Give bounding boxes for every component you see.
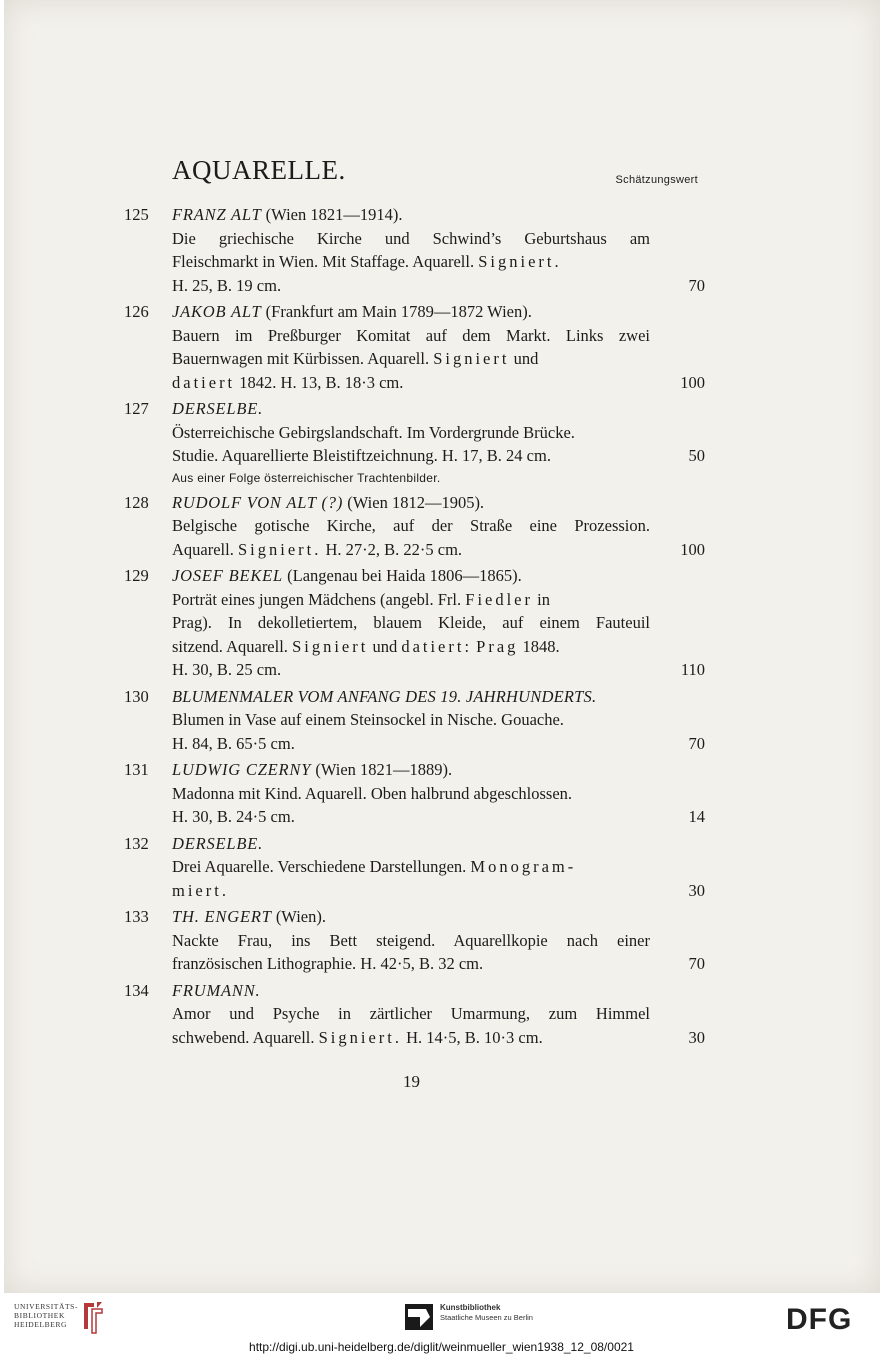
estimate-price: 70: [688, 275, 705, 295]
spaced-name: Fiedler: [465, 589, 534, 609]
entry-description: Blumen in Vase auf einem Steinsockel in Nische. Gouache.: [172, 710, 564, 729]
artist-life: (Wien).: [275, 907, 326, 926]
entry-dimensions: H. 25, B. 19 cm.: [172, 275, 282, 295]
catalog-entry: [4, 491, 883, 562]
conjunction: und: [513, 349, 539, 368]
catalog-entry: [4, 758, 883, 829]
signed-mark: Signiert.: [318, 1027, 402, 1047]
catalog-entry: [4, 685, 883, 756]
entry-description: Amor und Psyche in zärtlicher Umarmung, zum Himmel: [172, 1004, 650, 1023]
estimate-price: 100: [680, 372, 705, 392]
entry-dimensions: H. 27·2, B. 22·5 cm.: [325, 539, 463, 559]
entry-description: Österreichische Gebirgslandschaft. Im Vordergrunde Brücke.: [172, 422, 575, 442]
entry-dimensions: 1842. H. 13, B. 18·3 cm.: [239, 372, 404, 392]
entry-description: sitzend. Aquarell.: [172, 636, 288, 656]
catalog-entry: [4, 397, 883, 488]
monogram-mark: Monogram-: [470, 857, 577, 876]
entry-description: Die griechische Kirche und Schwind’s Geburtshaus am: [172, 228, 650, 248]
artist-name: RUDOLF VON ALT (?): [172, 492, 344, 512]
estimate-price: 70: [688, 954, 705, 973]
university-line: BIBLIOTHEK: [14, 1311, 65, 1320]
kb-subtitle: Staatliche Museen zu Berlin: [440, 1313, 533, 1322]
entry-dimensions: H. 14·5, B. 10·3 cm.: [406, 1027, 543, 1047]
signed-mark: Signiert.: [237, 539, 322, 559]
entry-number: 131: [124, 760, 149, 779]
university-library-label: [14, 1302, 78, 1329]
kunstbibliothek-logo-icon: [404, 1303, 434, 1331]
artist-life: (Wien 1812—1905).: [347, 492, 485, 512]
entry-dimensions: H. 84, B. 65·5 cm.: [172, 733, 295, 753]
entry-description: Aquarell.: [172, 539, 234, 559]
entry-description: Bauernwagen mit Kürbissen. Aquarell.: [172, 349, 430, 368]
catalog-entry: [4, 905, 883, 976]
entry-number: 133: [124, 907, 149, 926]
artist-name: FRUMANN.: [172, 980, 261, 1000]
artist-life: (Wien 1821—1914).: [265, 205, 403, 224]
entry-description: Nackte Frau, ins Bett steigend. Aquarellkopie nach einer: [172, 930, 650, 950]
entry-number: 130: [124, 686, 149, 706]
entry-note: Aus einer Folge österreichischer Trachtenbilder.: [172, 470, 441, 485]
artist-name: JOSEF BEKEL: [172, 566, 283, 585]
estimate-price: 100: [680, 539, 705, 559]
spaced-place: Prag: [476, 636, 519, 656]
catalog-entry: [4, 979, 883, 1050]
estimate-price: 70: [688, 733, 705, 753]
estimate-price: 30: [688, 880, 705, 900]
entry-dimensions: H. 30, B. 24·5 cm.: [172, 807, 295, 826]
artist-life: (Langenau bei Haida 1806—1865).: [287, 566, 522, 585]
entry-description: schwebend. Aquarell.: [172, 1027, 315, 1047]
entry-description: Madonna mit Kind. Aquarell. Oben halbrund abgeschlossen.: [172, 783, 573, 803]
entry-description: Bauern im Preßburger Komitat auf dem Markt. Links zwei: [172, 325, 650, 345]
artist-name: TH. ENGERT: [172, 907, 272, 926]
entry-description: französischen Lithographie. H. 42·5, B. 32 cm.: [172, 954, 484, 973]
artist-name: DERSELBE.: [172, 833, 264, 853]
entry-number: 127: [124, 399, 149, 418]
artist-name: DERSELBE.: [172, 399, 264, 418]
entry-year: 1848.: [522, 636, 560, 656]
estimate-price: 14: [688, 807, 705, 826]
catalog-entry: [4, 300, 883, 394]
page-title: AQUARELLE.: [172, 155, 346, 185]
artist-life: (Frankfurt am Main 1789—1872 Wien).: [265, 302, 532, 321]
entry-description: Studie. Aquarellierte Bleistiftzeichnung. H. 17, B. 24 cm.: [172, 446, 551, 465]
source-url[interactable]: http://digi.ub.uni-heidelberg.de/diglit/weinmueller_wien1938_12_08/0021: [249, 1340, 634, 1354]
dated-mark: datiert: [172, 372, 236, 392]
estimate-price: 50: [688, 446, 705, 465]
entry-number: 125: [124, 205, 149, 224]
entry-description: in: [537, 589, 550, 609]
artist-name: BLUMENMALER VOM ANFANG DES 19. JAHRHUNDERTS.: [172, 686, 597, 706]
entry-number: 128: [124, 492, 149, 512]
artist-name: LUDWIG CZERNY: [172, 760, 312, 779]
page-number: 19: [403, 1072, 420, 1091]
university-line: UNIVERSITÄTS-: [14, 1302, 79, 1311]
university-logo-icon: [80, 1299, 106, 1335]
artist-life: (Wien 1821—1889).: [315, 760, 453, 779]
kunstbibliothek-label: [440, 1303, 533, 1323]
signed-mark: Signiert.: [478, 252, 562, 271]
university-line: HEIDELBERG: [14, 1320, 68, 1329]
entry-dimensions: H. 30, B. 25 cm.: [172, 660, 282, 679]
entry-number: 126: [124, 302, 149, 321]
entry-number: 132: [124, 833, 149, 853]
entry-description: Prag). In dekolletiertem, blauem Kleide, auf einem Fauteuil: [172, 613, 650, 632]
entry-number: 134: [124, 980, 149, 1000]
conjunction: und: [372, 636, 398, 656]
scanned-page: [4, 0, 880, 1293]
catalog-entry: [4, 832, 883, 903]
dfg-logo: DFG: [786, 1303, 853, 1336]
artist-name: JAKOB ALT: [172, 302, 262, 321]
artist-name: FRANZ ALT: [172, 205, 262, 224]
catalog-entry: [4, 564, 883, 682]
signed-mark: Signiert: [292, 636, 369, 656]
catalog-entry: [4, 203, 883, 297]
signed-mark: Signiert: [433, 349, 510, 368]
entry-description: Porträt eines jungen Mädchens (angebl. Frl.: [172, 589, 462, 609]
entry-description: Drei Aquarelle. Verschiedene Darstellungen.: [172, 857, 467, 876]
estimate-price: 110: [680, 660, 705, 679]
entry-description: Belgische gotische Kirche, auf der Straße eine Prozession.: [172, 516, 650, 535]
monogram-mark: miert.: [172, 880, 229, 900]
entry-description: Fleischmarkt in Wien. Mit Staffage. Aquarell.: [172, 252, 475, 271]
entry-number: 129: [124, 566, 149, 585]
estimate-column-label: Schätzungswert: [615, 174, 698, 186]
kb-name: Kunstbibliothek: [440, 1303, 501, 1312]
dated-mark: datiert:: [401, 636, 473, 656]
estimate-price: 30: [688, 1027, 705, 1047]
catalog-entries: [4, 203, 883, 1052]
footer-bar: [0, 1293, 883, 1355]
